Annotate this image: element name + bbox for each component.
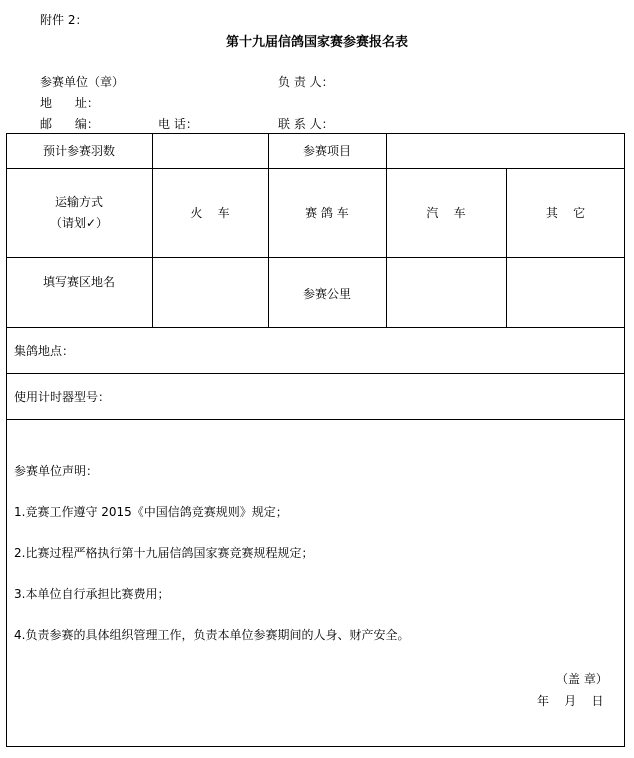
- timer-model-label: 使用计时器型号：: [14, 390, 111, 404]
- transport-option-car[interactable]: 汽 车: [426, 206, 466, 220]
- address-label: 地 址：: [40, 96, 99, 110]
- responsible-label: 负 责 人：: [278, 75, 334, 89]
- distance-label: 参赛公里: [302, 287, 351, 301]
- unit-label: 参赛单位（章）: [40, 75, 125, 89]
- column-divider: [152, 133, 153, 327]
- row-divider: [6, 373, 625, 374]
- row-divider: [6, 327, 625, 328]
- contact-label: 联 系 人：: [278, 117, 334, 131]
- seal-label: （盖 章）: [556, 672, 608, 686]
- postcode-label: 邮 编：: [40, 117, 99, 131]
- transport-option-other[interactable]: 其 它: [545, 206, 586, 220]
- region-field[interactable]: [152, 275, 268, 289]
- declaration-item-4: 4.负责参赛的具体组织管理工作，负责本单位参赛期间的人身、财产安全。: [14, 628, 410, 642]
- declaration-item-2: 2.比赛过程严格执行第十九届信鸽国家赛竞赛规程规定；: [14, 546, 314, 560]
- distance-field-2[interactable]: [506, 287, 625, 301]
- declaration-item-1: 1.竞赛工作遵守 2015《中国信鸽竞赛规则》规定；: [14, 505, 288, 519]
- transport-option-train[interactable]: 火 车: [190, 206, 230, 220]
- row-divider: [6, 168, 625, 169]
- transport-label: 运输方式: [54, 195, 103, 209]
- row-divider: [6, 257, 625, 258]
- event-label: 参赛项目: [302, 144, 351, 158]
- event-field[interactable]: [386, 144, 625, 158]
- declaration-item-3: 3.本单位自行承担比赛费用；: [14, 587, 170, 601]
- attachment-label: 附件 2：: [40, 13, 88, 27]
- column-divider: [506, 168, 507, 327]
- declaration-heading: 参赛单位声明：: [14, 464, 99, 478]
- transport-hint: （请划✓）: [49, 216, 109, 230]
- pigeon-count-label: 预计参赛羽数: [42, 144, 115, 158]
- transport-option-pigeon-truck[interactable]: 赛 鸽 车: [305, 206, 349, 220]
- phone-label: 电 话：: [158, 117, 198, 131]
- region-label: 填写赛区地名: [42, 275, 115, 289]
- row-divider: [6, 419, 625, 420]
- date-label: 年 月 日: [537, 694, 604, 708]
- distance-field-1[interactable]: [386, 287, 506, 301]
- pigeon-count-field[interactable]: [152, 144, 268, 158]
- release-location-label: 集鸽地点：: [14, 344, 75, 358]
- form-title: 第十九届信鸽国家赛参赛报名表: [225, 35, 408, 50]
